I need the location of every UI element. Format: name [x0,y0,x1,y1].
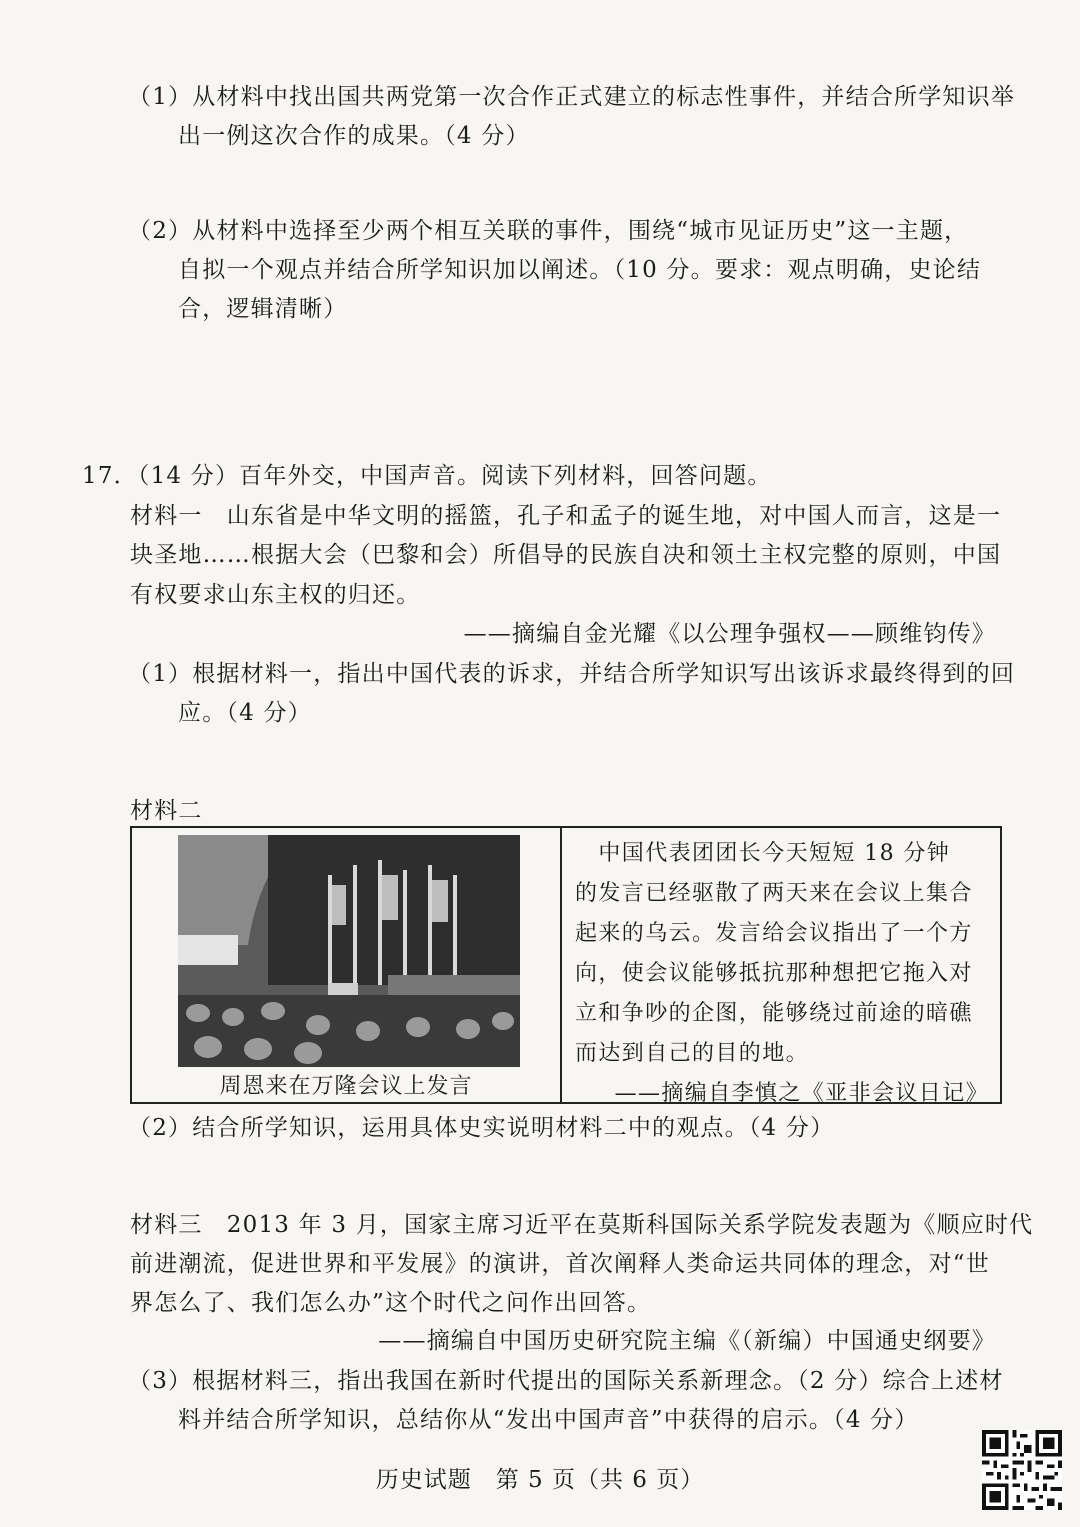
q17-material1-line3: 有权要求山东主权的归还。 [130,582,421,608]
q17-material1-source: ——摘编自金光耀《以公理争强权——顾维钧传》 [463,621,996,647]
qr-code-icon [982,1430,1062,1510]
q16-part2-line1: （2）从材料中选择至少两个相互关联的事件，围绕“城市见证历史”这一主题， [128,218,969,244]
q16-part2-line3: 合，逻辑清晰） [178,296,348,322]
bandung-conference-photo [178,835,520,1067]
q16-part1-line1: （1）从材料中找出国共两党第一次合作正式建立的标志性事件，并结合所学知识举 [128,84,1016,110]
q17-question1-line1: （1）根据材料一，指出中国代表的诉求，并结合所学知识写出该诉求最终得到的回 [128,661,1016,687]
quote-line: 起来的乌云。发言给会议指出了一个方 [575,921,973,946]
q17-material3-source: ——摘编自中国历史研究院主编《（新编）中国通史纲要》 [378,1328,996,1354]
quote-line: 中国代表团团长今天短短 18 分钟 [575,841,951,866]
q17-material3-line1: 材料三 2013 年 3 月，国家主席习近平在莫斯科国际关系学院发表题为《顺应时代 [130,1212,1034,1238]
quote-line: 的发言已经驱散了两天来在会议上集合 [575,881,973,906]
material2-source: ——摘编自李慎之《亚非会议日记》 [614,1081,989,1106]
page-footer: 历史试题 第 5 页（共 6 页） [375,1467,705,1493]
q17-question1-line2: 应。（4 分） [178,700,312,726]
quote-line: 向，使会议能够抵抗那种想把它拖入对 [575,961,973,986]
q17-header: 17．（14 分）百年外交，中国声音。阅读下列材料，回答问题。 [82,463,772,489]
quote-line: 而达到自己的目的地。 [575,1041,810,1066]
q17-question3-line1: （3）根据材料三，指出我国在新时代提出的国际关系新理念。（2 分）综合上述材 [128,1368,1004,1394]
q17-material3-line2: 前进潮流，促进世界和平发展》的演讲，首次阐释人类命运共同体的理念，对“世 [130,1251,990,1277]
q16-part2-line2: 自拟一个观点并结合所学知识加以阐述。（10 分。要求：观点明确，史论结 [178,257,982,283]
q17-material3-line3: 界怎么了、我们怎么办”这个时代之问作出回答。 [130,1290,652,1316]
q17-question2: （2）结合所学知识，运用具体史实说明材料二中的观点。（4 分） [128,1115,835,1141]
photo-caption: 周恩来在万隆会议上发言 [219,1074,473,1099]
q17-question3-line2: 料并结合所学知识，总结你从“发出中国声音”中获得的启示。（4 分） [178,1407,919,1433]
box-divider [560,828,562,1102]
material2-quote [575,834,995,1114]
q17-material2-label: 材料二 [130,798,203,824]
quote-line: 立和争吵的企图，能够绕过前途的暗礁 [575,1001,973,1026]
q17-material1-line1: 材料一 山东省是中华文明的摇篮，孔子和孟子的诞生地，对中国人而言，这是一 [130,503,1002,529]
q16-part1-line2: 出一例这次合作的成果。（4 分） [178,123,530,149]
q17-material1-line2: 块圣地……根据大会（巴黎和会）所倡导的民族自决和领土主权完整的原则，中国 [130,542,1002,568]
material2-box [130,826,1002,1104]
